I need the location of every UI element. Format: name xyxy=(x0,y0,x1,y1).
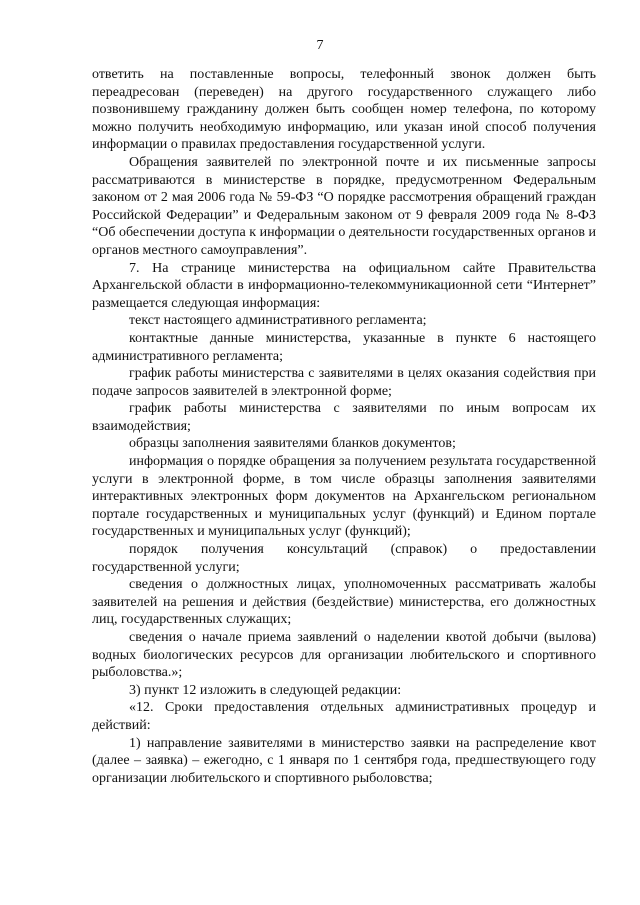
list-item: образцы заполнения заявителями бланков документов; xyxy=(129,436,456,452)
paragraph: 7. На странице министерства на официальном сайте Правительства Архангельской области в информационно-телекоммуникационной сети “Интернет” размещается следующая информация: xyxy=(92,260,596,311)
page-number: 7 xyxy=(316,38,324,53)
list-item: порядок получения консультаций (справок) о предоставлении государственной услуги; xyxy=(92,542,596,575)
list-item: текст настоящего административного регламента; xyxy=(129,313,427,329)
list-item: контактные данные министерства, указанные в пункте 6 настоящего административного регламента; xyxy=(92,330,596,364)
paragraph: 1) направление заявителями в министерство заявки на распределение квот (далее – заявка) – ежегодно, с 1 января по 1 сентября года, предшествующего году организации любительского и спортивного рыболовства; xyxy=(92,735,596,786)
document-body xyxy=(92,66,596,787)
paragraph: Обращения заявителей по электронной почте и их письменные запросы рассматриваются в министерстве в порядке, предусмотренном Федеральным законом от 2 мая 2006 года № 59-ФЗ “О порядке рассмотрения обращений граждан Российской Федерации” и Федеральным законом от 9 февраля 2009 года № 8-ФЗ “Об обеспечении доступа к информации о деятельности государственных органов и органов местного самоуправления”. xyxy=(92,154,596,258)
list-item: график работы министерства с заявителями в целях оказания содействия при подаче запросов заявителей в электронной форме; xyxy=(92,366,596,399)
list-item: сведения о начале приема заявлений о наделении квотой добычи (вылова) водных биологических ресурсов для организации любительского и спортивного рыболовства.»; xyxy=(92,630,596,681)
list-item: график работы министерства с заявителями по иным вопросам их взаимодействия; xyxy=(92,401,596,434)
list-item: информация о порядке обращения за получением результата государственной услуги в электронной форме, в том числе образцы заполнения заявителями интерактивных электронных форм документов на Архангельском региональном портале государственных и муниципальных услуг (функций) и Едином портале государственных и муниципальных услуг (функций); xyxy=(92,454,596,540)
paragraph: 3) пункт 12 изложить в следующей редакции: xyxy=(129,682,402,698)
list-item: сведения о должностных лицах, уполномоченных рассматривать жалобы заявителей на решения и действия (бездействие) министерства, его должностных лиц, государственных служащих; xyxy=(92,577,596,628)
paragraph: «12. Сроки предоставления отдельных административных процедур и действий: xyxy=(92,700,596,733)
paragraph: ответить на поставленные вопросы, телефонный звонок должен быть переадресован (переведен) на другого государственного служащего либо позвонившему гражданину должен быть сообщен номер телефона, по которому можно получить необходимую информацию, или указан иной способ получения информации о правилах предоставления государственной услуги. xyxy=(92,67,596,153)
